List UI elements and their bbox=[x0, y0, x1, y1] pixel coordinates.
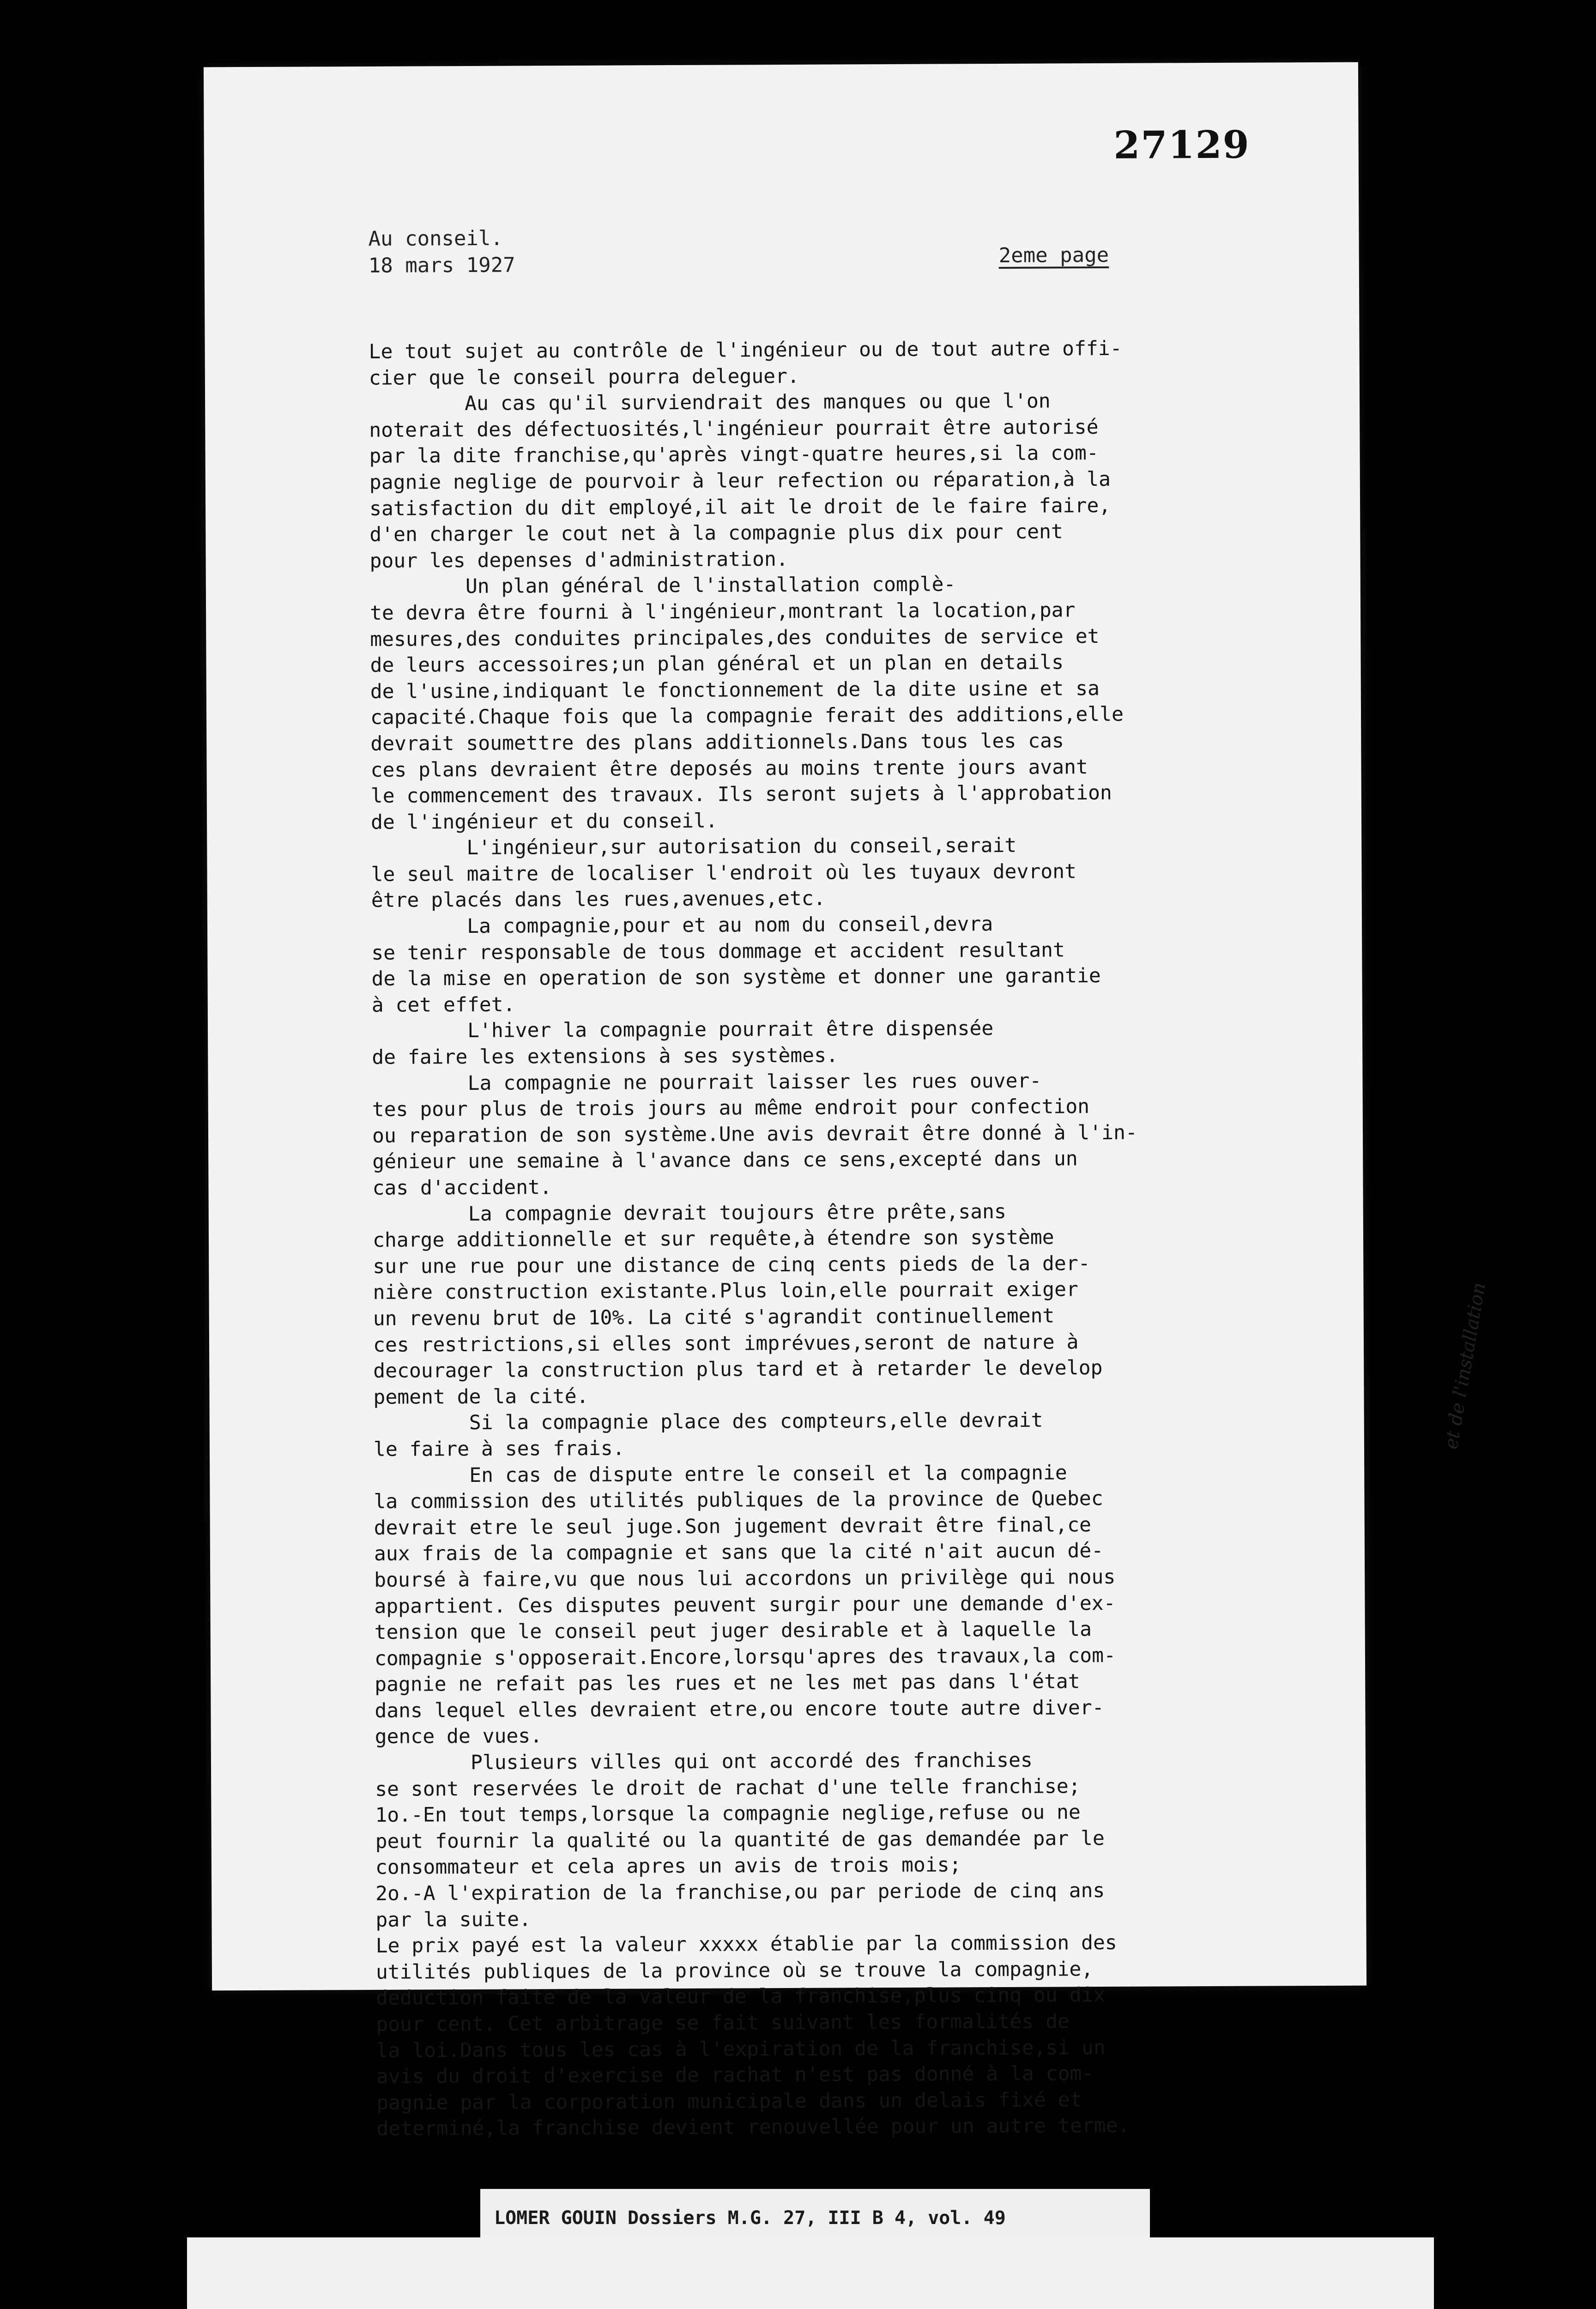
body-line: satisfaction du dit employé,il ait le droit de le faire faire, bbox=[369, 494, 1111, 520]
body-line: peut fournir la qualité ou la quantité de gas demandée par le bbox=[375, 1826, 1105, 1853]
body-line: cier que le conseil pourra deleguer. bbox=[369, 364, 799, 390]
body-line: pagnie par la corporation municipale dans un delais fixé et bbox=[376, 2088, 1082, 2115]
body-line: tension que le conseil peut juger desirable et à laquelle la bbox=[374, 1618, 1092, 1644]
body-line: consommateur et cela apres un avis de trois mois; bbox=[375, 1853, 961, 1880]
body-line: compagnie s'opposerait.Encore,lorsqu'apres des travaux,la com- bbox=[374, 1644, 1116, 1670]
body-line: pement de la cité. bbox=[373, 1384, 589, 1409]
body-line: la loi.Dans tous les cas à l'expiration de la franchise,si un bbox=[376, 2036, 1106, 2062]
body-line: un revenu brut de 10%. La cité s'agrandit continuellement bbox=[373, 1304, 1055, 1330]
body-line: par la dite franchise,qu'après vingt-quatre heures,si la com- bbox=[369, 441, 1099, 468]
body-line: boursé à faire,vu que nous lui accordons un privilège qui nous bbox=[374, 1565, 1116, 1592]
body-line: se tenir responsable de tous dommage et accident resultant bbox=[371, 938, 1065, 965]
body-line: La compagnie,pour et au nom du conseil,devra bbox=[371, 913, 993, 938]
body-line: de la mise en operation de son système et donner une garantie bbox=[371, 964, 1101, 991]
body-line: de l'usine,indiquant le fonctionnement de la dite usine et sa bbox=[370, 677, 1100, 703]
body-line: 2o.-A l'expiration de la franchise,ou par periode de cinq ans bbox=[375, 1879, 1105, 1905]
body-line: charge additionnelle et sur requête,à étendre son système bbox=[372, 1226, 1054, 1252]
body-line: ces plans devraient être deposés au moins trente jours avant bbox=[370, 755, 1088, 782]
header-addressee: Au conseil. bbox=[368, 226, 503, 251]
body-line: de leurs accessoires;un plan général et un plan en details bbox=[370, 651, 1064, 677]
body-line: pagnie neglige de pourvoir à leur refection ou réparation,à la bbox=[369, 467, 1111, 494]
body-line: capacité.Chaque fois que la compagnie ferait des additions,elle bbox=[370, 703, 1124, 730]
body-line: par la suite. bbox=[375, 1908, 532, 1932]
body-line: L'hiver la compagnie pourrait être dispensée bbox=[371, 1017, 994, 1043]
header-date: 18 mars 1927 bbox=[368, 253, 515, 278]
body-line: devrait etre le seul juge.Son jugement devrait être final,ce bbox=[374, 1513, 1092, 1540]
body-line: Un plan général de l'installation complè- bbox=[369, 573, 956, 599]
body-line: pour cent. Cet arbitrage se fait suivant les formalités de bbox=[376, 2010, 1070, 2036]
body-line: La compagnie ne pourrait laisser les rues ouver- bbox=[372, 1069, 1042, 1095]
body-line: deduction faite de la valeur de la franchise,plus cinq ou dix bbox=[376, 1983, 1106, 2010]
body-line: mesures,des conduites principales,des conduites de service et bbox=[370, 624, 1100, 651]
body-line: la commission des utilités publiques de la province de Quebec bbox=[374, 1487, 1103, 1514]
body-line: L'ingénieur,sur autorisation du conseil,serait bbox=[371, 834, 1017, 860]
body-line: avis du droit d'exercise de rachat n'est pas donné à la com- bbox=[376, 2062, 1094, 2089]
archives-stamp bbox=[187, 2237, 1434, 2309]
body-line: La compagnie devrait toujours être prête,sans bbox=[372, 1200, 1006, 1226]
body-line: tes pour plus de trois jours au même endroit pour confection bbox=[372, 1095, 1090, 1122]
body-line: le commencement des travaux. Ils seront sujets à l'approbation bbox=[370, 781, 1112, 808]
document-number: 27129 bbox=[1113, 122, 1250, 168]
body-line: Au cas qu'il surviendrait des manques ou que l'on bbox=[369, 389, 1051, 416]
handwritten-margin-note: et de l'installation bbox=[1440, 1281, 1490, 1451]
body-line: de l'ingénieur et du conseil. bbox=[370, 809, 718, 834]
body-line: 1o.-En tout temps,lorsque la compagnie neglige,refuse ou ne bbox=[375, 1801, 1081, 1827]
body-line: pagnie ne refait pas les rues et ne les met pas dans l'état bbox=[375, 1670, 1080, 1697]
body-line: génieur une semaine à l'avance dans ce sens,excepté dans un bbox=[372, 1147, 1078, 1174]
document-page bbox=[204, 62, 1490, 2141]
body-line: se sont reservées le droit de rachat d'une telle franchise; bbox=[375, 1774, 1081, 1801]
body-line: Le prix payé est la valeur xxxxx établie par la commission des bbox=[375, 1931, 1117, 1958]
body-line: sur une rue pour une distance de cinq cents pieds de la der- bbox=[373, 1251, 1090, 1278]
body-line: le faire à ses frais. bbox=[373, 1437, 625, 1461]
body-line: de faire les extensions à ses systèmes. bbox=[372, 1044, 839, 1069]
body-line: En cas de dispute entre le conseil et la compagnie bbox=[374, 1461, 1067, 1487]
body-line: utilités publiques de la province où se trouve la compagnie, bbox=[375, 1957, 1094, 1984]
body-line: devrait soumettre des plans additionnels.Dans tous les cas bbox=[370, 729, 1064, 756]
archive-reference: LOMER GOUIN Dossiers M.G. 27, III B 4, vol. 49 bbox=[494, 2207, 1006, 2229]
body-line: aux frais de la compagnie et sans que la cité n'ait aucun dé- bbox=[374, 1539, 1104, 1566]
body-line: ou reparation de son système.Une avis devrait être donné à l'in- bbox=[372, 1121, 1137, 1148]
body-line: être placés dans les rues,avenues,etc. bbox=[371, 887, 826, 913]
body-line: le seul maitre de localiser l'endroit où les tuyaux devront bbox=[371, 860, 1077, 886]
body-line: determiné,la franchise devient renouvellée pour un autre terme. bbox=[376, 2114, 1130, 2141]
body-line: noterait des défectuosités,l'ingénieur pourrait être autorisé bbox=[369, 415, 1099, 442]
body-line: pour les depenses d'administration. bbox=[369, 547, 788, 573]
body-line: d'en charger le cout net à la compagnie plus dix pour cent bbox=[369, 520, 1063, 547]
body-line: à cet effet. bbox=[371, 993, 515, 1017]
body-line: cas d'accident. bbox=[372, 1176, 552, 1200]
body-line: gence de vues. bbox=[375, 1724, 543, 1749]
body-line: Plusieurs villes qui ont accordé des franchises bbox=[375, 1748, 1033, 1775]
body-line: nière construction existante.Plus loin,elle pourrait exiger bbox=[373, 1278, 1079, 1305]
body-line: Si la compagnie place des compteurs,elle devrait bbox=[373, 1408, 1043, 1435]
body-line: ces restrictions,si elles sont imprévues,seront de nature à bbox=[373, 1330, 1079, 1357]
document-body bbox=[369, 335, 1369, 2142]
page-label: 2eme page bbox=[998, 243, 1109, 267]
body-line: decourager la construction plus tard et à retarder le develop bbox=[373, 1356, 1103, 1383]
body-line: appartient. Ces disputes peuvent surgir pour une demande d'ex- bbox=[374, 1591, 1116, 1618]
body-line: te devra être fourni à l'ingénieur,montrant la location,par bbox=[369, 598, 1076, 625]
body-line: Le tout sujet au contrôle de l'ingénieur ou de tout autre offi- bbox=[369, 337, 1122, 363]
body-line: dans lequel elles devraient etre,ou encore toute autre diver- bbox=[375, 1696, 1104, 1723]
document-header-left bbox=[368, 225, 515, 279]
